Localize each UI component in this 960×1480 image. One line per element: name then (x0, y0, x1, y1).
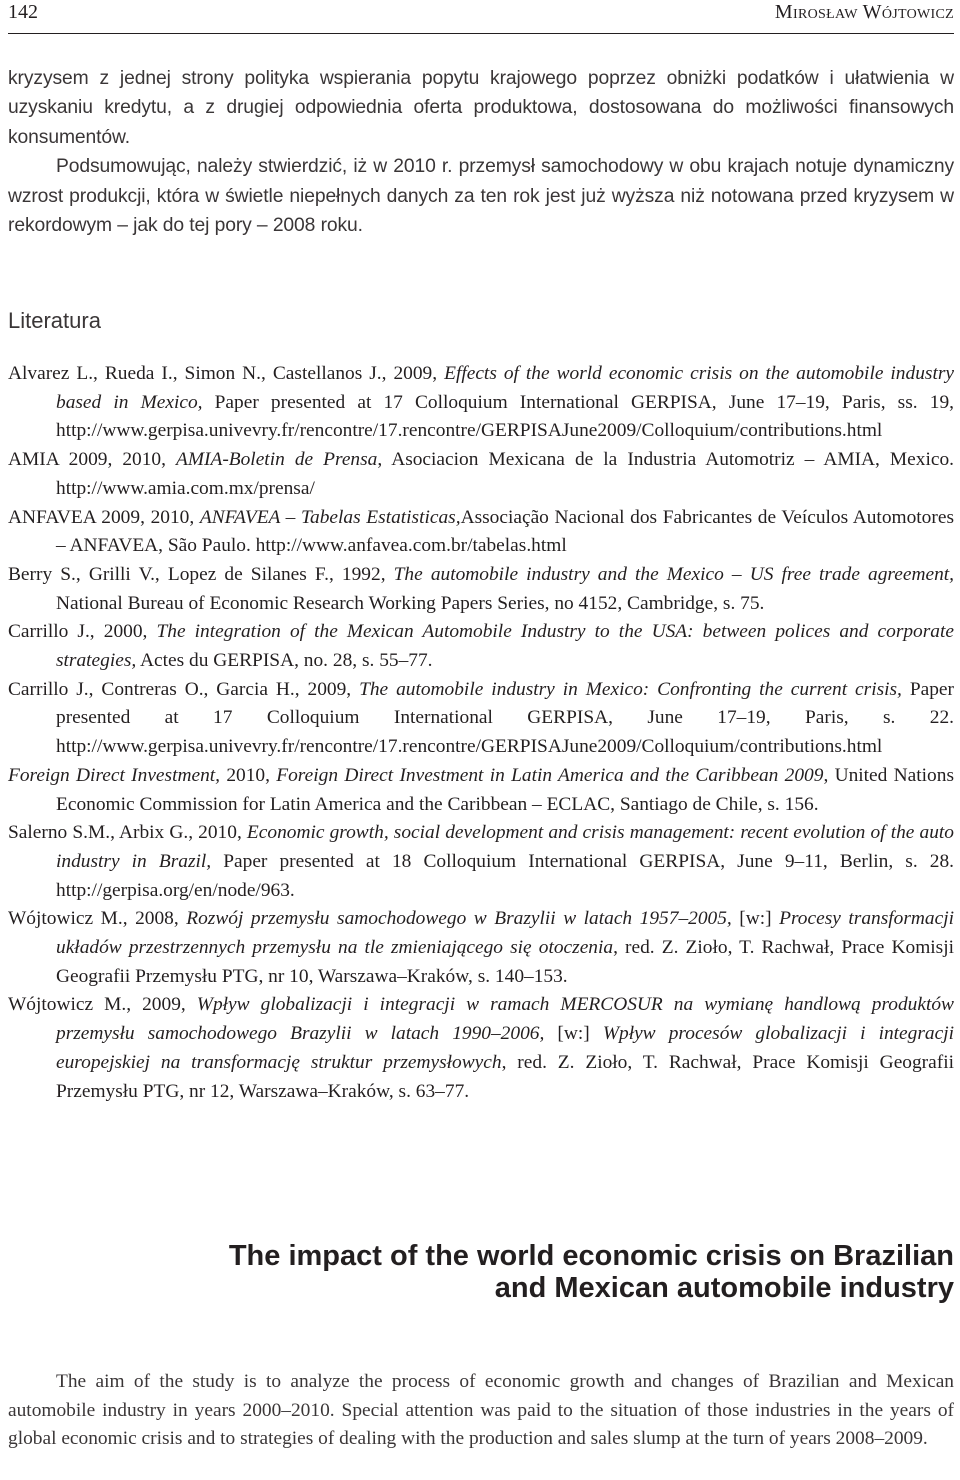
reference-entry (8, 504, 954, 561)
reference-title2: Foreign Direct Investment in Latin America and the Caribbean 2009 (276, 764, 824, 786)
reference-entry (8, 618, 954, 675)
reference-rest2: , United Nations Economic Commission for Latin America and the Caribbean – ECLAC, Santiago de Chile, s. 156. (56, 764, 954, 815)
reference-author: Carrillo J., Contreras O., Garcia H., 2009, (8, 678, 360, 700)
english-title-line-2: and Mexican automobile industry (494, 1272, 954, 1304)
reference-title2: Procesy transformacji układów przestrzennych przemysłu na tle zmieniającego się otoczenia (56, 908, 954, 959)
section-title-literatura: Literatura (8, 308, 101, 333)
reference-rest: Paper presented at 17 Colloquium International GERPISA, June 17–19, Paris, s. 22. http://www.gerpisa.univevry.fr/rencontre/17.rencontre/GERPISAJune2009/Colloquium/contributions.html (56, 678, 954, 758)
reference-title: Wpływ globalizacji i integracji w ramach MERCOSUR na wymianę handlową produktów przemysłu samochodowego Brazylii w latach 1990–2006, (56, 994, 954, 1045)
reference-author: AMIA 2009, 2010, (8, 449, 177, 471)
reference-title: The automobile industry in Mexico: Confronting the current crisis, (359, 678, 902, 700)
running-head: Mirosław Wójtowicz (774, 1, 954, 23)
reference-rest: 2010, (220, 764, 277, 786)
reference-author: Wójtowicz M., 2009, (8, 994, 197, 1016)
reference-rest: Associação Nacional dos Fabricantes de Veículos Automotores – ANFAVEA, São Paulo. http://www.anfavea.com.br/tabelas.html (56, 506, 954, 557)
reference-rest2: , red. Z. Zioło, T. Rachwał, Prace Komisji Geografii Przemysłu PTG, nr 10, Warszawa–Kraków, s. 140–153. (56, 937, 954, 987)
reference-author: Alvarez L., Rueda I., Simon N., Castellanos J., 2009, (8, 363, 445, 384)
reference-entry (8, 762, 954, 819)
reference-title: Foreign Direct Investment, (8, 764, 221, 786)
reference-author: Salerno S.M., Arbix G., 2010, (8, 822, 247, 844)
abstract-paragraph: The aim of the study is to analyze the process of economic growth and changes of Brazilian and Mexican automobile industry in years 2000–2010. Special attention was paid to the situation of those industries in the years of global economic crisis and to strategies of dealing with the production and sales slump at the turn of years 2008–2009. (8, 1371, 954, 1449)
english-title-line-1: The impact of the world economic crisis on Brazilian (228, 1240, 954, 1272)
reference-rest: Paper presented at 17 Colloquium International GERPISA, June 17–19, Paris, ss. 19, http://www.gerpisa.univevry.fr/rencontre/17.rencontre/GERPISAJune2009/Colloquium/contributions.html (56, 391, 954, 442)
reference-author: ANFAVEA 2009, 2010, (8, 506, 200, 528)
reference-entry (8, 446, 954, 503)
body-paragraph-2: Podsumowując, należy stwierdzić, iż w 2010 r. przemysł samochodowy w obu krajach notuje dynamiczny wzrost produkcji, która w świetle niepełnych danych za ten rok jest już wyższa niż notowana przed kryzysem w rekordowym – jak do tej pory – 2008 roku. (8, 156, 954, 237)
body-text (8, 64, 954, 240)
reference-entry (8, 991, 954, 1106)
reference-list (8, 360, 954, 1106)
english-title (8, 1240, 954, 1304)
reference-entry (8, 360, 954, 446)
page-header (8, 0, 954, 34)
reference-rest: [w:] (731, 908, 780, 930)
reference-title: Economic growth, social development and crisis management: recent evolution of the auto industry in Brazil, (56, 822, 954, 872)
reference-title2: Wpływ procesów globalizacji i integracji europejskiej na transformację struktur przemysłowych (56, 1023, 954, 1073)
reference-title: Effects of the world economic crisis on the automobile industry based in Mexico, (56, 363, 954, 413)
reference-rest2: , red. Z. Zioło, T. Rachwał, Prace Komisji Geografii Przemysłu PTG, nr 12, Warszawa–Kraków, s. 63–77. (56, 1051, 954, 1102)
reference-author: Wójtowicz M., 2008, (8, 908, 187, 930)
reference-title: AMIA-Boletin de Prensa (176, 449, 378, 471)
reference-title: ANFAVEA – Tabelas Estatisticas, (199, 506, 461, 528)
reference-rest: National Bureau of Economic Research Working Papers Series, no 4152, Cambridge, s. 75. (56, 592, 765, 614)
page-number: 142 (8, 1, 38, 23)
reference-author: Berry S., Grilli V., Lopez de Silanes F., 1992, (8, 563, 394, 585)
reference-entry (8, 561, 954, 618)
reference-rest: , Asociacion Mexicana de la Industria Automotriz – AMIA, Mexico. http://www.amia.com.mx/prensa/ (56, 449, 954, 499)
abstract (8, 1368, 954, 1454)
body-paragraph-1: kryzysem z jednej strony polityka wspierania popytu krajowego poprzez obniżki podatków i ułatwienia w uzyskaniu kredytu, a z drugiej odpowiednia oferta produktowa, dostosowana do możliwości finansowych konsumentów. (8, 68, 954, 148)
reference-rest: Paper presented at 18 Colloquium International GERPISA, June 9–11, Berlin, s. 28. http://gerpisa.org/en/node/963. (56, 850, 955, 901)
reference-title: The integration of the Mexican Automobile Industry to the USA: between polices and corporate strategies, (56, 621, 954, 672)
reference-rest: [w:] (544, 1023, 603, 1045)
reference-entry (8, 676, 954, 762)
reference-entry (8, 819, 954, 905)
reference-title: Rozwój przemysłu samochodowego w Brazylii w latach 1957–2005, (186, 908, 732, 930)
reference-title: The automobile industry and the Mexico – US free trade agreement, (393, 563, 955, 585)
reference-rest: Actes du GERPISA, no. 28, s. 55–77. (136, 650, 433, 672)
reference-author: Carrillo J., 2000, (8, 621, 157, 643)
reference-entry (8, 905, 954, 991)
